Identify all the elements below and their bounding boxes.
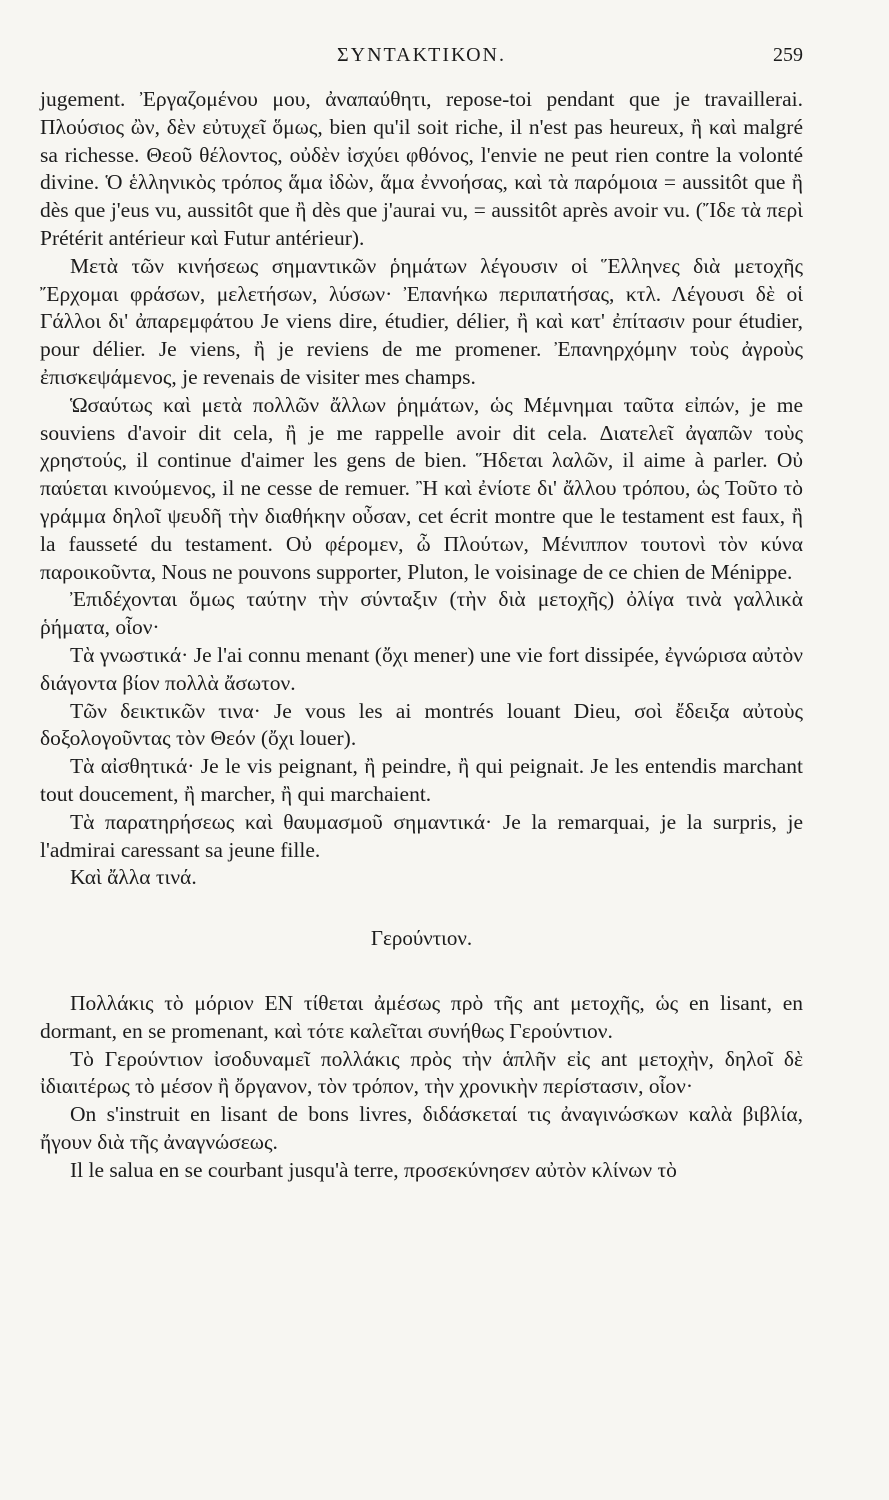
paragraph: Ὡσαύτως καὶ μετὰ πολλῶν ἄλλων ῥημάτων, ὡς Μέμνημαι ταῦτα εἰπών, je me souviens d'avoir dit cela, ἢ je me rappelle avoir dit cela. Διατελεῖ ἀγαπῶν τοὺς χρηστούς, il continue d'aimer les gens de bien. Ἥδεται λαλῶν, il aime à parler. Οὐ παύεται κινούμενος, il ne cesse de remuer. Ἢ καὶ ἐνίοτε δι' ἄλλου τρόπου, ὡς Τοῦτο τὸ γράμμα δηλοῖ ψευδῆ τὴν διαθήκην οὖσαν, cet écrit montre que le testament est faux, ἢ la fausseté du testament. Οὐ φέρομεν, ὦ Πλούτων, Μένιππον τουτονὶ τὸν κύνα παροικοῦντα, Nous ne pouvons supporter, Pluton, le voisinage de ce chien de Ménippe. (40, 392, 803, 584)
paragraph: Τὰ παρατηρήσεως καὶ θαυμασμοῦ σημαντικά· Je la remarquai, je la surpris, je l'admirai caressant sa jeune fille. (40, 809, 803, 862)
page-number: 259 (773, 44, 803, 66)
paragraph: jugement. Ἐργαζομένου μου, ἀναπαύθητι, repose-toi pendant que je travaillerai. Πλούσιος ὢν, δὲν εὐτυχεῖ ὅμως, bien qu'il soit riche, il n'est pas heureux, ἢ καὶ malgré sa richesse. Θεοῦ θέλοντος, οὐδὲν ἰσχύει φθόνος, l'envie ne peut rien contre la volonté divine. Ὁ ἑλληνικὸς τρόπος ἅμα ἰδὼν, ἅμα ἐννοήσας, καὶ τὰ παρόμοια = aussitôt que ἢ dès que j'eus vu, aussitôt que ἢ dès que j'aurai vu, = aussitôt après avoir vu. (Ἴδε τὰ περὶ Prétérit antérieur καὶ Futur antérieur). (40, 87, 803, 250)
closing-line: Καὶ ἄλλα τινά. (70, 865, 197, 890)
section-heading: Γερούντιον. (370, 926, 473, 951)
paragraph: Il le salua en se courbant jusqu'à terre, προσεκύνησεν αὐτὸν κλίνων τὸ (70, 1157, 677, 1182)
paragraph: Μετὰ τῶν κινήσεως σημαντικῶν ῥημάτων λέγουσιν οἱ Ἕλληνες διὰ μετοχῆς Ἔρχομαι φράσων, μελετήσων, λύσων· Ἐπανήκω περιπατήσας, κτλ. Λέγουσι δὲ οἱ Γάλλοι δι' ἀπαρεμφάτου Je viens dire, étudier, délier, ἢ καὶ κατ' ἐπίτασιν pour étudier, pour délier. Je viens, ἢ je reviens de me promener. Ἐπανηρχόμην τοὺς ἀγροὺς ἐπισκεψάμενος, je revenais de visiter mes champs. (40, 253, 803, 389)
paragraph: Τὰ αἰσθητικά· Je le vis peignant, ἢ peindre, ἢ qui peignait. Je les entendis marchant tout doucement, ἢ marcher, ἢ qui marchaient. (40, 754, 803, 806)
paragraph: Ἐπιδέχονται ὅμως ταύτην τὴν σύνταξιν (τὴν διὰ μετοχῆς) ὀλίγα τινὰ γαλλικὰ ῥήματα, οἷον· (40, 587, 803, 640)
page-header (40, 44, 803, 74)
body-text (40, 86, 803, 1184)
paragraph: Τὰ γνωστικά· Je l'ai connu menant (ὄχι mener) une vie fort dissipée, ἐγνώρισα αὐτὸν διάγοντα βίον πολλὰ ἄσωτον. (40, 642, 803, 695)
paragraph: Πολλάκις τὸ μόριον EN τίθεται ἀμέσως πρὸ τῆς ant μετοχῆς, ὡς en lisant, en dormant, en se promenant, καὶ τότε καλεῖται συνήθως Γερούντιον. (40, 990, 803, 1043)
running-title: ΣΥΝΤΑΚΤΙΚΟΝ. (337, 44, 506, 66)
paragraph: Τὸ Γερούντιον ἰσοδυναμεῖ πολλάκις πρὸς τὴν ἁπλῆν εἰς ant μετοχὴν, δηλοῖ δὲ ἰδιαιτέρως τὸ μέσον ἢ ὄργανον, τὸν τρόπον, τὴν χρονικὴν περίστασιν, οἷον· (40, 1046, 803, 1099)
paragraph: Τῶν δεικτικῶν τινα· Je vous les ai montrés louant Dieu, σοὶ ἔδειξα αὐτοὺς δοξολογοῦντας τὸν Θεόν (ὄχι louer). (40, 698, 803, 751)
paragraph: On s'instruit en lisant de bons livres, διδάσκεταί τις ἀναγινώσκων καλὰ βιβλία, ἤγουν διὰ τῆς ἀναγνώσεως. (40, 1102, 803, 1154)
